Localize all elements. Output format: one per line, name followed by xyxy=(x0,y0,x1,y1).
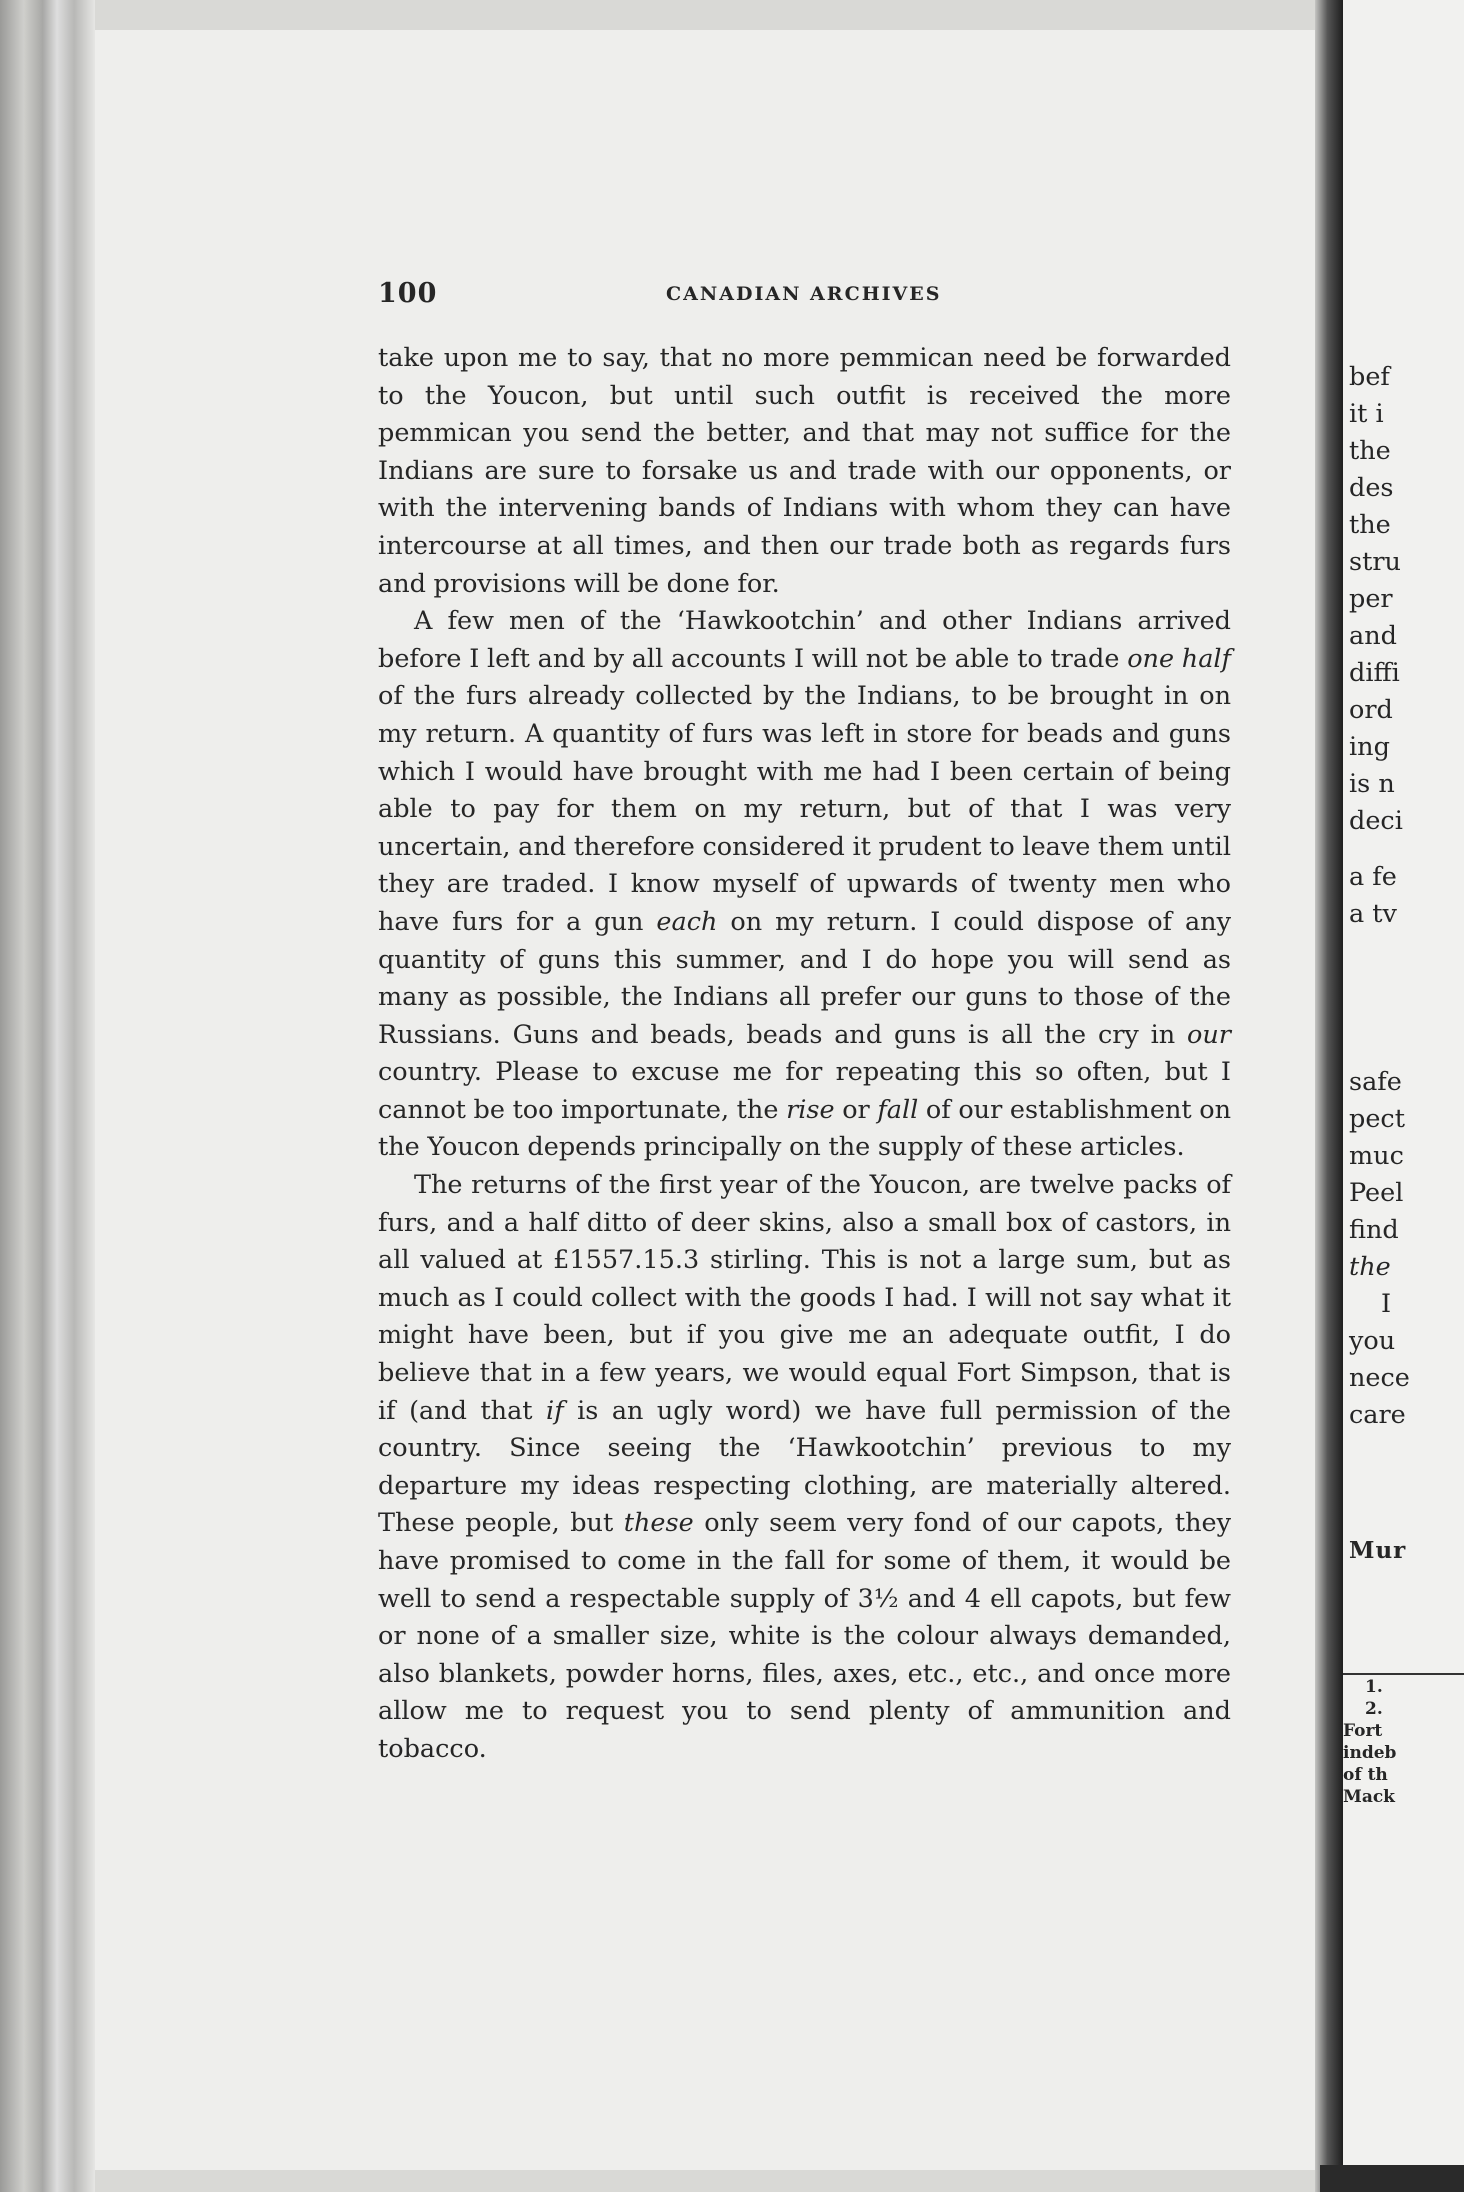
right-page-text-fragment: pect xyxy=(1349,1104,1405,1134)
right-page-text-fragment: and xyxy=(1349,621,1397,651)
paragraph: The returns of the first year of the Youcon, are twelve packs of furs, and a half ditto of deer skins, also a small box of castors, in all valued at £1557.15.3 stirling. This is not a large sum, but as much as I could collect with the goods I had. I will not say what it might have been, but if you give me an adequate outfit, I do believe that in a few years, we would equal Fort Simpson, that is if (and that if is an ugly word) we have full permission of the country. Since seeing the ‘Hawkootchin’ previous to my departure my ideas respecting clothing, are materially altered. These people, but these only seem very fond of our capots, they have promised to come in the fall for some of them, it would be well to send a respectable supply of 3½ and 4 ell capots, but few or none of a smaller size, white is the colour always demanded, also blankets, powder horns, files, axes, etc., etc., and once more allow me to request you to send plenty of ammunition and tobacco. xyxy=(378,1170,1231,1764)
right-page-text-fragment: deci xyxy=(1349,806,1403,836)
right-page-text-fragment: 2. xyxy=(1365,1699,1383,1719)
right-page-fragment xyxy=(1343,0,1464,2192)
right-page-text-fragment: Peel xyxy=(1349,1178,1404,1208)
right-page-text-fragment: ing xyxy=(1349,732,1390,762)
right-page-text-fragment: a fe xyxy=(1349,862,1397,892)
right-page-text-fragment: the xyxy=(1349,510,1391,540)
running-title: CANADIAN ARCHIVES xyxy=(666,283,942,305)
right-page-text-fragment: you xyxy=(1349,1326,1396,1356)
right-page-text-fragment: muc xyxy=(1349,1141,1404,1171)
right-page-text-fragment: find xyxy=(1349,1215,1399,1245)
paragraph: A few men of the ‘Hawkootchin’ and other Indians arrived before I left and by all accounts I will not be able to trade one half of the furs already collected by the Indians, to be brought in on my return. A quantity of furs was left in store for beads and guns which I would have brought with me had I been certain of being able to pay for them on my return, but of that I was very uncertain, and therefore considered it prudent to leave them until they are traded. I know myself of upwards of twenty men who have furs for a gun each on my return. I could dispose of any quantity of guns this summer, and I do hope you will send as many as possible, the Indians all prefer our guns to those of the Russians. Guns and beads, beads and guns is all the cry in our country. Please to excuse me for repeating this so often, but I cannot be too importunate, the rise or fall of our establishment on the Youcon depends principally on the supply of these articles. xyxy=(378,606,1231,1163)
right-page-text-fragment: the xyxy=(1349,436,1391,466)
right-page-text-fragment: is n xyxy=(1349,769,1395,799)
right-page-text-fragment: Mack xyxy=(1343,1787,1395,1807)
right-page-text-fragment: ord xyxy=(1349,695,1393,725)
right-page-text-fragment: care xyxy=(1349,1400,1406,1430)
page-shadow xyxy=(1320,2165,1464,2192)
right-page-text-fragment: safe xyxy=(1349,1067,1402,1097)
right-page-text-fragment: des xyxy=(1349,473,1394,503)
body-text xyxy=(378,340,1231,1769)
right-page-text-fragment: stru xyxy=(1349,547,1401,577)
right-page-text-fragment: per xyxy=(1349,584,1393,614)
right-page-text-fragment: I xyxy=(1381,1289,1392,1319)
page-number: 100 xyxy=(378,278,438,309)
book-gutter xyxy=(1315,0,1343,2192)
running-head xyxy=(378,278,1233,318)
right-page-text-fragment: of th xyxy=(1343,1765,1388,1785)
right-page-text-fragment: 1. xyxy=(1365,1677,1383,1697)
right-page-text-fragment: a tv xyxy=(1349,899,1397,929)
right-page-text-fragment: Mur xyxy=(1349,1537,1407,1564)
paragraph: take upon me to say, that no more pemmican need be forwarded to the Youcon, but until such outfit is received the more pemmican you send the better, and that may not suffice for the Indians are sure to forsake us and trade with our opponents, or with the intervening bands of Indians with whom they can have intercourse at all times, and then our trade both as regards furs and provisions will be done for. xyxy=(378,343,1231,599)
book-page-edges xyxy=(0,0,95,2192)
right-page-text-fragment: nece xyxy=(1349,1363,1410,1393)
footnote-rule xyxy=(1343,1673,1464,1675)
right-page-text-fragment: indeb xyxy=(1343,1743,1397,1763)
right-page-text-fragment: it i xyxy=(1349,399,1384,429)
right-page-text-fragment: Fort xyxy=(1343,1721,1383,1741)
right-page-text-fragment: diffi xyxy=(1349,658,1400,688)
right-page-text-fragment: bef xyxy=(1349,362,1390,392)
right-page-text-fragment: the xyxy=(1349,1252,1391,1282)
